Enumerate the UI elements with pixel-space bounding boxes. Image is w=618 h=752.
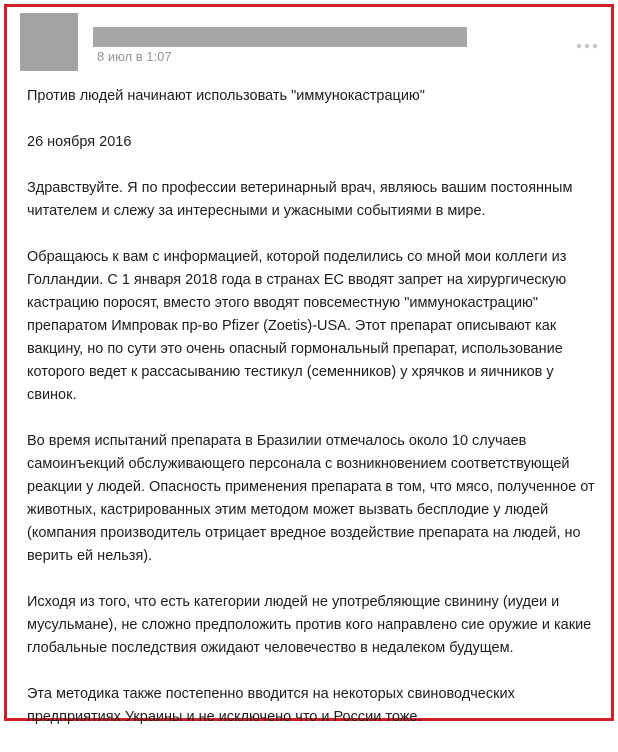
post-paragraph: Здравствуйте. Я по профессии ветеринарный врач, являюсь вашим постоянным читателем и слежу за интересными и ужасными событиями в мире. <box>27 180 573 219</box>
more-horizontal-icon[interactable] <box>574 39 600 53</box>
post-date[interactable]: 8 июл в 1:07 <box>97 49 172 64</box>
post-paragraph: Во время испытаний препарата в Бразилии отмечалось около 10 случаев самоинъекций обслуживающего персонала с возникновением соответствующей реакции у людей. Опасность применения препарата в том, что мясо, полученное от животных, кастрированных этим методом может вызвать бесплодие у людей (компания производитель отрицает вредное воздействие препарата на людей, но верить ей нельзя). <box>27 433 595 564</box>
post-paragraph: Обращаюсь к вам с информацией, которой поделились со мной мои коллеги из Голландии. С 1 января 2018 года в странах ЕС вводят запрет на хирургическую кастрацию поросят, вместо этого вводят повсеместную "иммунокастрацию" препаратом Импровак пр-во Pfizer (Zoetis)-USA. Этот препарат описывают как вакцину, но по сути это очень опасный гормональный препарат, использование которого ведет к рассасыванию тестикул (семенников) у хрячков и яичников у свинок. <box>27 249 567 403</box>
post-title-line: Против людей начинают использовать "иммунокастрацию" <box>27 88 425 104</box>
post-text <box>27 85 605 752</box>
post-paragraph: Исходя из того, что есть категории людей не употребляющие свинину (иудеи и мусульмане), не сложно предположить против кого направлено сие оружие и какие глобальные последствия ожидают человечество в недалеком будущем. <box>27 594 592 656</box>
post-header <box>20 13 598 73</box>
post-paragraph: Эта методика также постепенно вводится на некоторых свиноводческих предприятиях Украины и не исключено что и России тоже. <box>27 686 515 725</box>
author-name-redacted[interactable] <box>93 27 467 47</box>
post-frame <box>4 4 614 725</box>
avatar[interactable] <box>20 13 78 71</box>
post-date-line: 26 ноября 2016 <box>27 134 132 150</box>
